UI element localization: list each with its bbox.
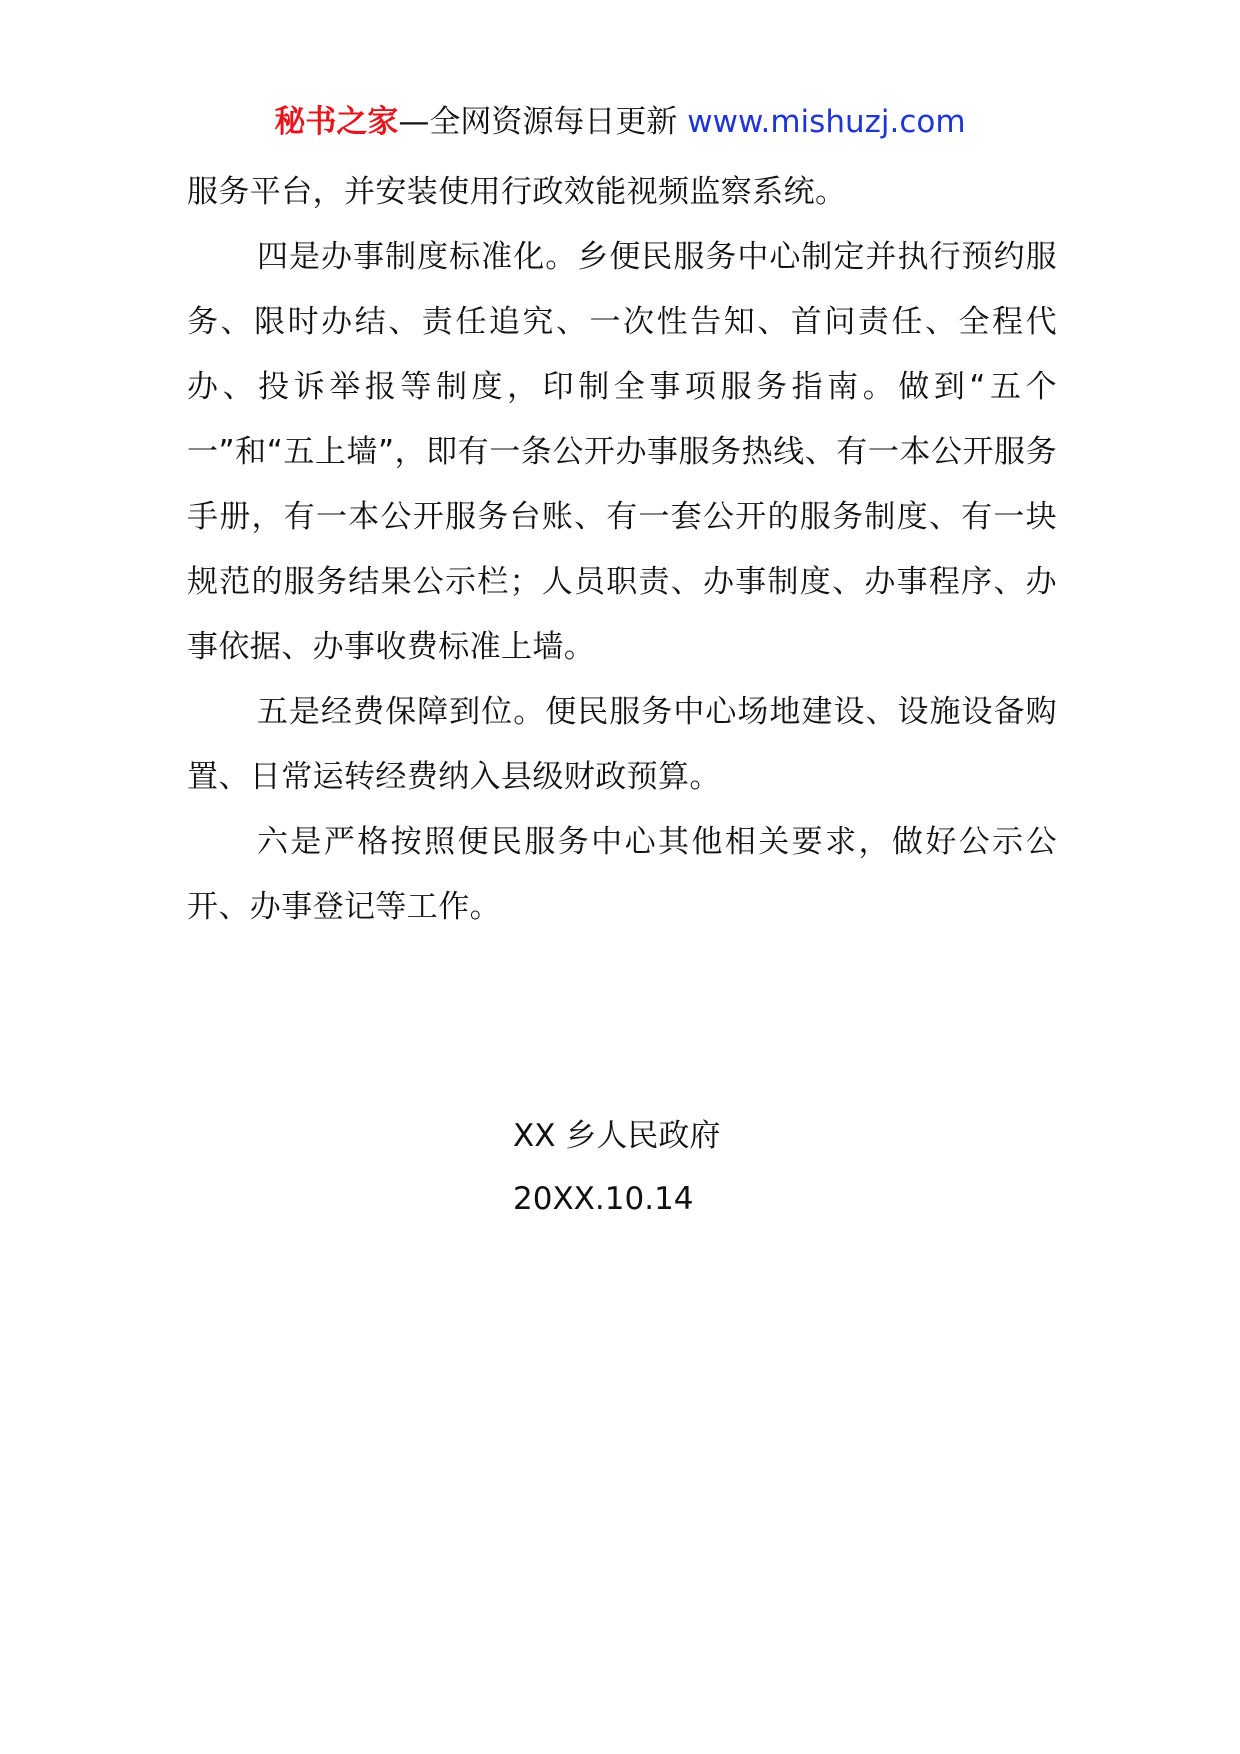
paragraph-item-four: 四是办事制度标准化。乡便民服务中心制定并执行预约服务、限时办结、责任追究、一次性告知、首问责任、全程代办、投诉举报等制度，印制全事项服务指南。做到“五个一”和“五上墙”，即有一条公开办事服务热线、有一本公开服务手册，有一本公开服务台账、有一套公开的服务制度、有一块规范的服务结果公示栏；人员职责、办事制度、办事程序、办事依据、办事收费标准上墙。 (187, 239, 1057, 665)
paragraph-item-six: 六是严格按照便民服务中心其他相关要求，做好公示公开、办事登记等工作。 (187, 824, 1057, 925)
site-watermark-header (0, 100, 1240, 144)
signature-organization: XX 乡人民政府 (513, 1118, 721, 1154)
paragraph-continuation: 服务平台，并安装使用行政效能视频监察系统。 (187, 174, 847, 210)
paragraph-item-five: 五是经费保障到位。便民服务中心场地建设、设施设备购置、日常运转经费纳入县级财政预算。 (187, 694, 1057, 795)
brand-slogan: —全网资源每日更新 (398, 104, 678, 140)
document-body (187, 160, 1057, 940)
signature-block (513, 1105, 720, 1231)
brand-name: 秘书之家 (274, 104, 399, 140)
site-url: www.mishuzj.com (687, 104, 966, 140)
signature-date: 20XX.10.14 (513, 1181, 694, 1217)
